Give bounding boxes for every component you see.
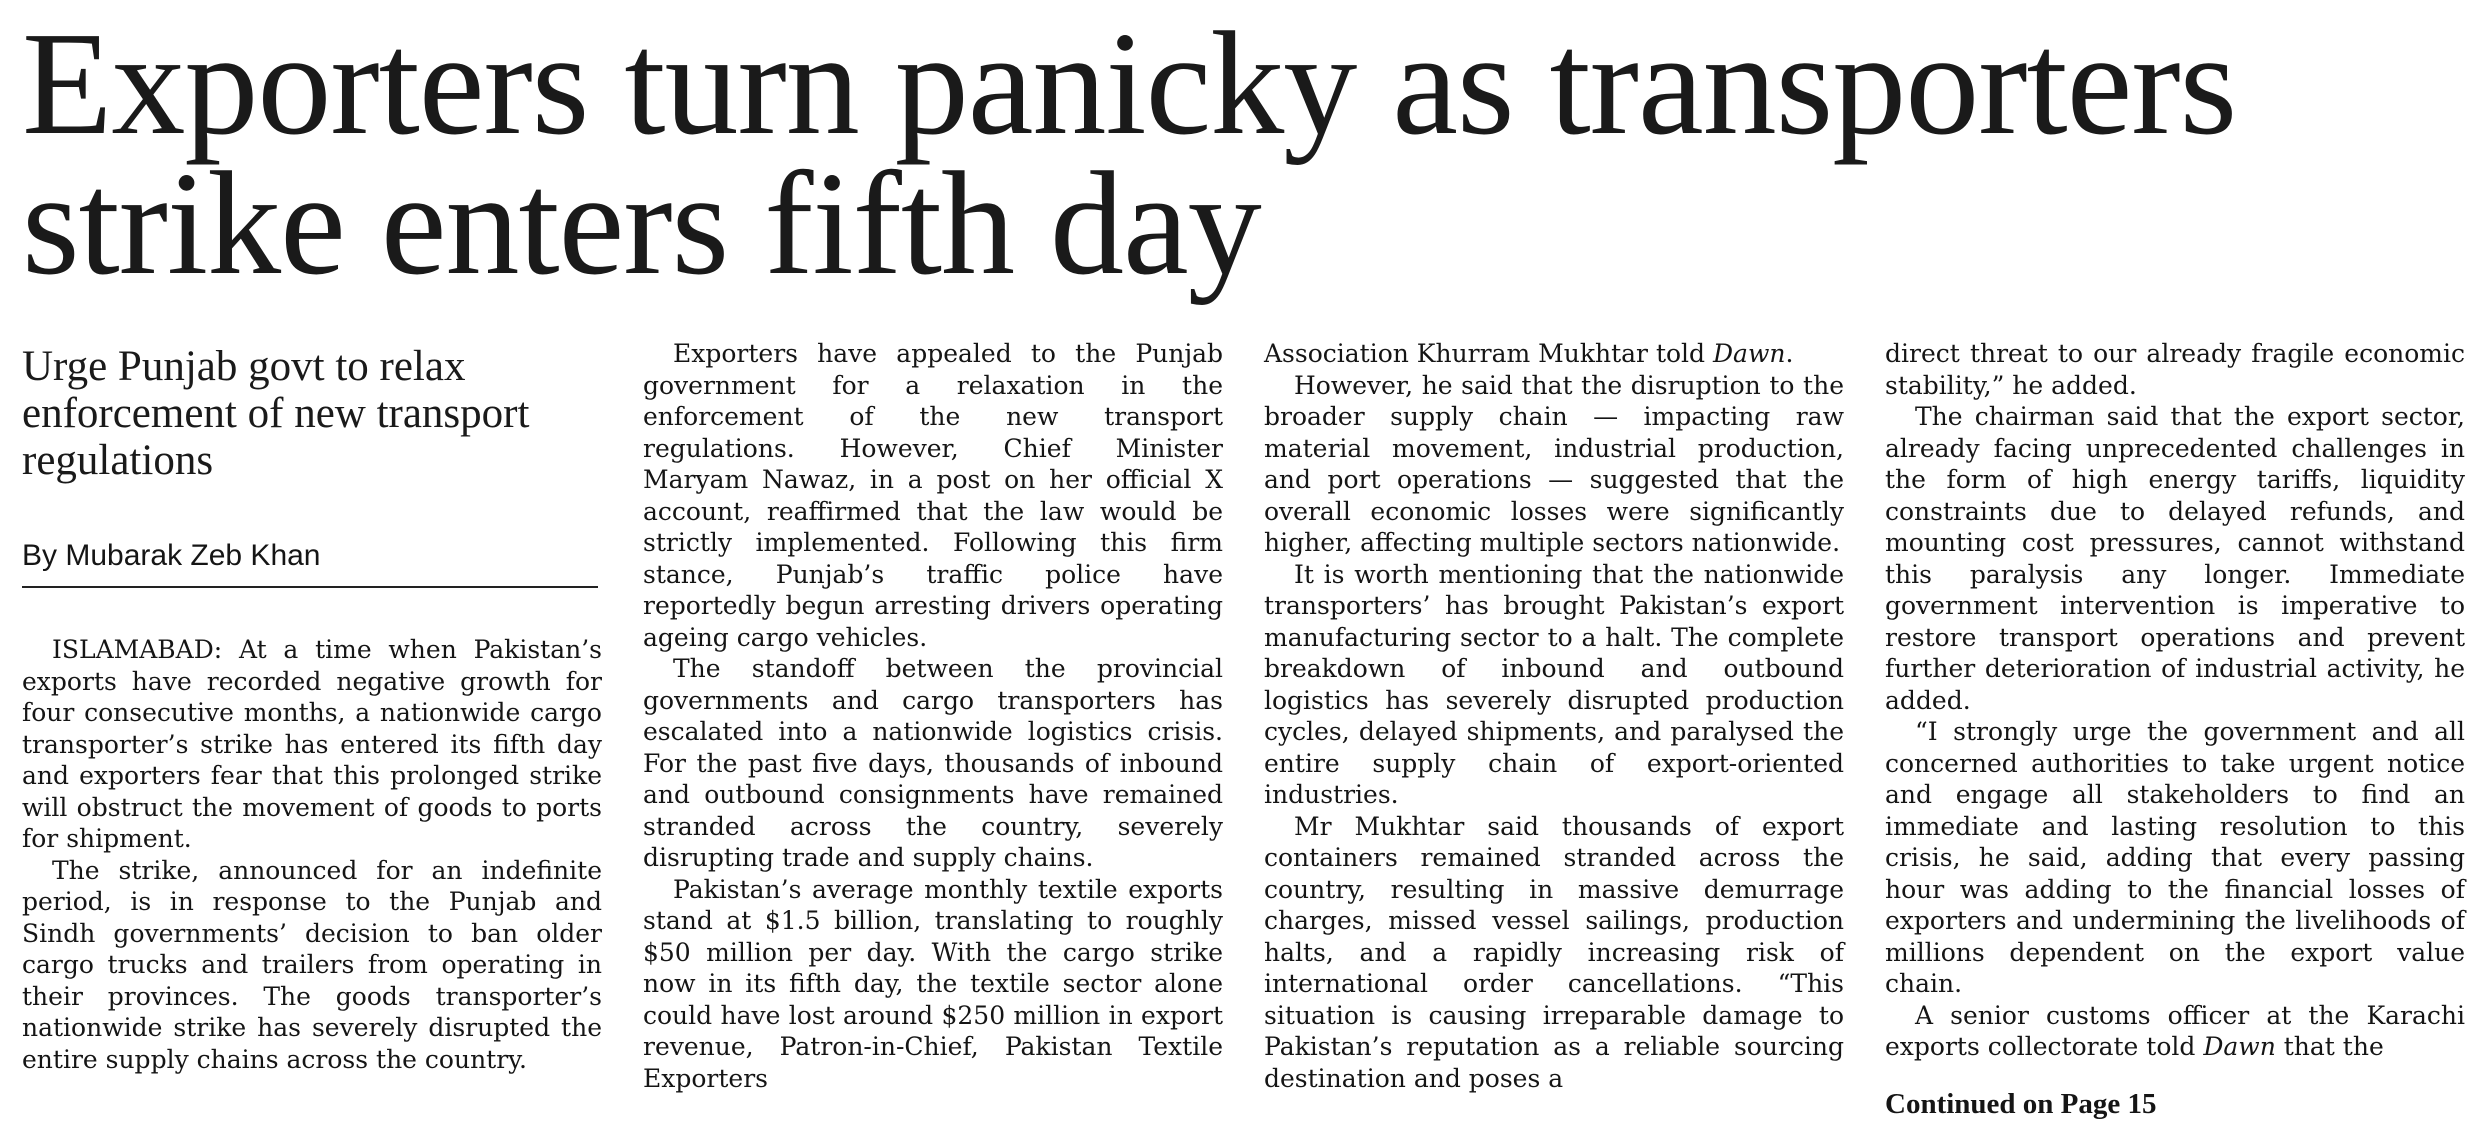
text-run: A senior customs officer at the Karachi exports collectorate told	[1885, 1000, 2465, 1061]
paragraph: “I strongly urge the government and all concerned authorities to take urgent notice and engage all stakeholders to find an immediate and lasting resolution to this crisis, he said, adding that every passing hour was adding to the financial losses of exporters and undermining the livelihoods of millions dependent on the export value chain.	[1885, 717, 2465, 998]
paragraph	[1885, 1000, 2465, 1063]
paragraph: Pakistan’s average monthly textile exports stand at $1.5 billion, translating to roughly $50 million per day. With the cargo strike now in its fifth day, the textile sector alone could have lost around $250 million in export revenue, Patron-in-Chief, Pakistan Textile Exporters	[643, 874, 1223, 1093]
text-run: .	[1785, 339, 1794, 368]
body-text	[1264, 338, 1844, 1094]
paragraph: However, he said that the disruption to the broader supply chain — impacting raw material movement, industrial production, and port operations — suggested that the overall economic losses were significantly higher, affecting multiple sectors nationwide.	[1264, 370, 1844, 557]
paragraph: ISLAMABAD: At a time when Pakistan’s exports have recorded negative growth for four consecutive months, a nationwide cargo transporter’s strike has entered its fifth day and exporters fear that this prolonged strike will obstruct the movement of goods to ports for shipment.	[22, 635, 602, 853]
paragraph: direct threat to our already fragile economic stability,” he added.	[1885, 339, 2465, 400]
paragraph: The strike, announced for an indefinite period, is in response to the Punjab and Sindh governments’ decision to ban older cargo trucks and trailers from operating in their provinces. The goods transporter’s nationwide strike has severely disrupted the entire supply chains across the country.	[22, 855, 602, 1074]
newspaper-name: Dawn	[1713, 339, 1786, 368]
subheadline: Urge Punjab govt to relax enforcement of new transport regulations	[22, 343, 530, 484]
paragraph: It is worth mentioning that the nationwide transporters’ has brought Pakistan’s export manufacturing sector to a halt. The complete breakdown of inbound and outbound logistics has severely disrupted production cycles, delayed shipments, and paralysed the entire supply chain of export-oriented industries.	[1264, 559, 1844, 809]
newspaper-name: Dawn	[2203, 1032, 2276, 1061]
body-text	[1885, 338, 2465, 1063]
paragraph: The standoff between the provincial governments and cargo transporters has escalated into a nationwide logistics crisis. For the past five days, thousands of inbound and outbound consignments have remained stranded across the country, severely disrupting trade and supply chains.	[643, 654, 1223, 872]
article-column-4	[1885, 338, 2465, 1121]
article-column-2	[643, 338, 1223, 1094]
paragraph	[1264, 338, 1844, 370]
headline: Exporters turn panicky as transporters strike enters fifth day	[22, 2, 2237, 306]
body-text	[22, 634, 602, 1075]
continued-on-page-link[interactable]: Continued on Page 15	[1885, 1087, 2157, 1120]
byline: By Mubarak Zeb Khan	[22, 538, 598, 588]
paragraph: Exporters have appealed to the Punjab government for a relaxation in the enforcement of the new transport regulations. However, Chief Minister Maryam Nawaz, in a post on her official X account, reaffirmed that the law would be strictly implemented. Following this firm stance, Punjab’s traffic police have reportedly begun arresting drivers operating ageing cargo vehicles.	[643, 339, 1223, 652]
article-column-1	[22, 338, 602, 1075]
text-run: Association Khurram Mukhtar told	[1264, 339, 1713, 368]
article-column-3	[1264, 338, 1844, 1094]
paragraph: Mr Mukhtar said thousands of export containers remained stranded across the country, resulting in massive demurrage charges, missed vessel sailings, production halts, and a rapidly increasing risk of international order cancellations. “This situation is causing irreparable damage to Pakistan’s reputation as a reliable sourcing destination and poses a	[1264, 811, 1844, 1093]
text-run: that the	[2275, 1032, 2384, 1061]
body-text	[643, 338, 1223, 1094]
paragraph: The chairman said that the export sector, already facing unprecedented challenges in the form of high energy tariffs, liquidity constraints due to delayed refunds, and mounting cost pressures, cannot withstand this paralysis any longer. Immediate government intervention is imperative to restore transport operations and prevent further deterioration of industrial activity, he added.	[1885, 402, 2465, 715]
